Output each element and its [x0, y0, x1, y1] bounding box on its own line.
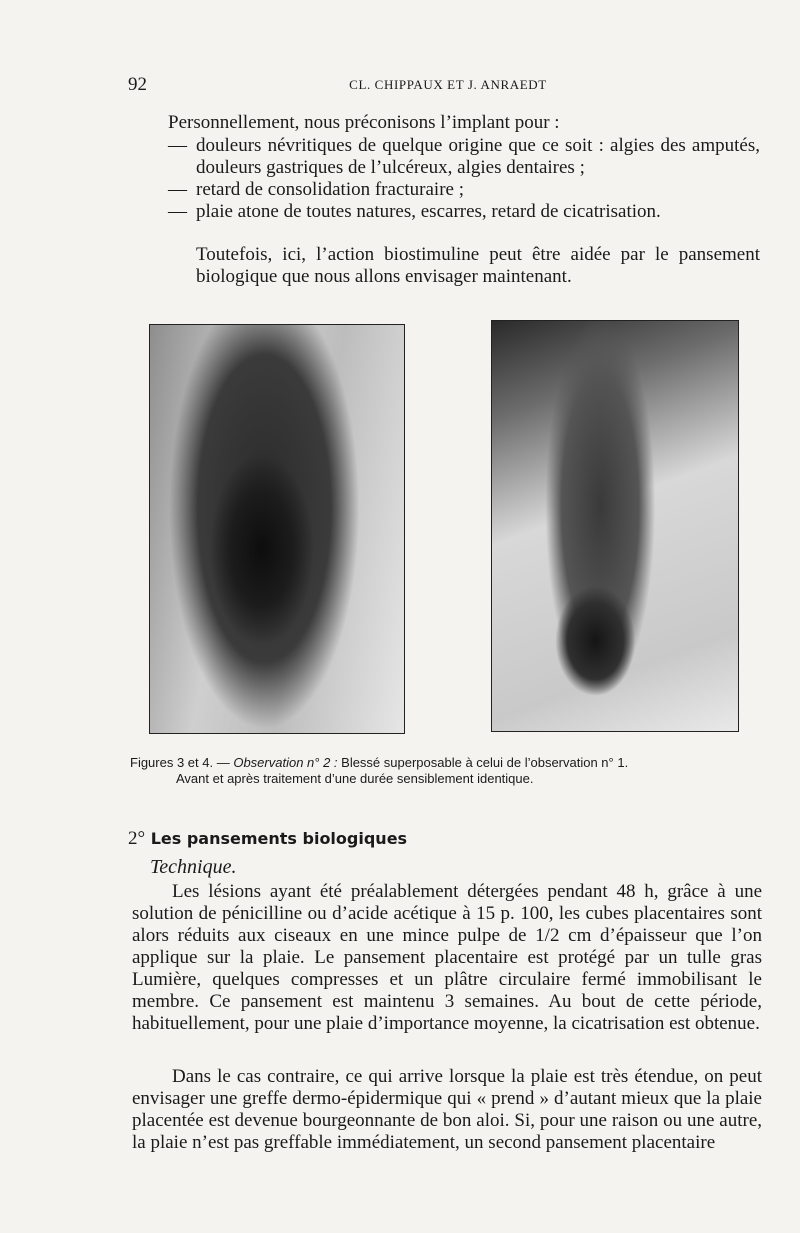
list-dash: —	[168, 135, 187, 156]
intro-sentence: Personnellement, nous préconisons l’implant pour :	[168, 112, 560, 133]
figure-caption	[130, 755, 770, 787]
page-header	[128, 74, 768, 98]
toutefois-paragraph: Toutefois, ici, l’action biostimuline peut être aidée par le pansement biologique que nous allons envisager maintenant.	[196, 244, 760, 287]
figure-3-photo-before	[149, 324, 405, 734]
caption-line-2: Avant et après traitement d’une durée sensiblement identique.	[176, 771, 534, 786]
caption-observation: Observation n° 2 :	[233, 755, 338, 770]
list-item	[168, 135, 760, 179]
indication-list	[168, 135, 760, 223]
caption-lead: Figures 3 et 4. —	[130, 755, 234, 770]
section-heading	[128, 828, 407, 850]
subheading-technique: Technique.	[150, 856, 237, 878]
page-number: 92	[128, 74, 147, 95]
paragraph-greffe: Dans le cas contraire, ce qui arrive lorsque la plaie est très étendue, on peut envisager une greffe dermo-épidermique qui « prend » d’autant mieux que la plaie placentée est devenue bourgeonnante de bon aloi. Si, pour une raison ou une autre, la plaie n’est pas greffable immédiatement, un second pansement placentaire	[132, 1066, 762, 1153]
list-item-text: douleurs névritiques de quelque origine que ce soit : algies des amputés, douleurs gastriques de l’ulcéreux, algies dentaires ;	[196, 135, 760, 178]
list-dash: —	[168, 201, 187, 222]
caption-description: Blessé superposable à celui de l’observation n° 1.	[337, 755, 629, 770]
list-dash: —	[168, 179, 187, 200]
list-item-text: retard de consolidation fracturaire ;	[196, 179, 464, 200]
list-item	[168, 201, 760, 223]
figure-4-photo-after	[491, 320, 739, 732]
section-title: Les pansements biologiques	[150, 829, 408, 848]
section-number: 2°	[128, 828, 146, 849]
running-head: CL. CHIPPAUX ET J. ANRAEDT	[349, 77, 547, 92]
list-item-text: plaie atone de toutes natures, escarres, retard de cicatrisation.	[196, 201, 661, 222]
paragraph-technique: Les lésions ayant été préalablement détergées pendant 48 h, grâce à une solution de pénicilline ou d’acide acétique à 15 p. 100, les cubes placentaires sont alors réduits aux ciseaux en une mince pulpe de 1/2 cm d’épaisseur que l’on applique sur la plaie. Le pansement placentaire est protégé par un tulle gras Lumière, quelques compresses et un plâtre circulaire fermé immobilisant le membre. Ce pansement est maintenu 3 semaines. Au bout de cette période, habituellement, pour une plaie d’importance moyenne, la cicatrisation est obtenue.	[132, 881, 762, 1034]
list-item	[168, 179, 760, 201]
